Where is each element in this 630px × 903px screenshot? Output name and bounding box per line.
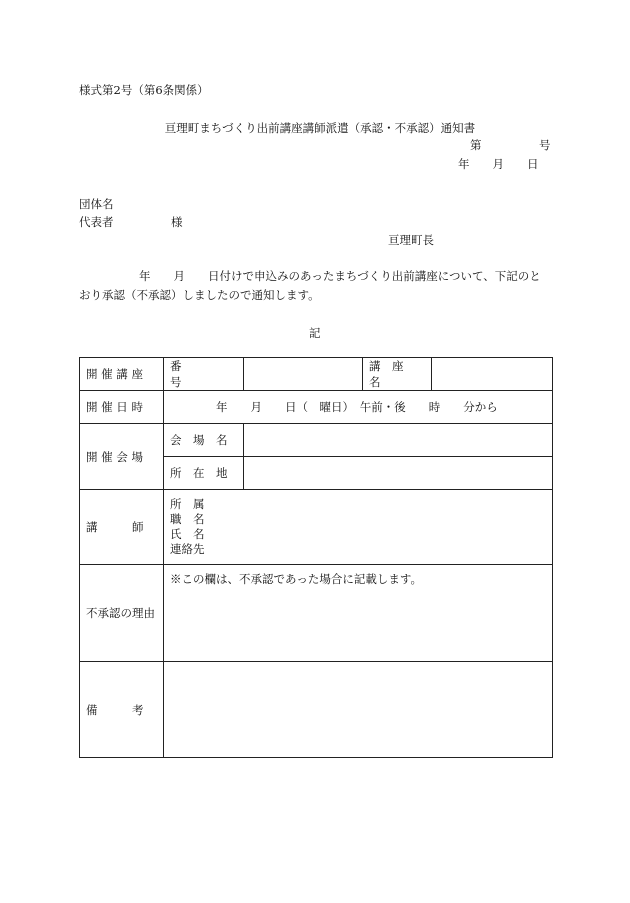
number-label: 番 号 (164, 358, 244, 391)
datetime-field[interactable]: 年 月 日（ 曜日） 午前・後 時 分から (164, 391, 553, 424)
representative-label: 代表者 様 (79, 215, 183, 229)
remarks-label: 備 考 (80, 662, 164, 758)
course-label: 開 催 講 座 (80, 358, 164, 391)
body-text-line-1: 年 月 日付けで申込みのあったまちづくり出前講座について、下記のと (139, 269, 541, 283)
venue-name-row (80, 424, 553, 457)
document-date: 年 月 日 (458, 157, 539, 171)
lecturer-contact-label: 連絡先 (170, 542, 205, 556)
course-name-field[interactable] (432, 358, 553, 391)
lecturer-title-label: 職 名 (170, 512, 205, 526)
datetime-label: 開 催 日 時 (80, 391, 164, 424)
lecturer-row (80, 490, 553, 565)
course-row (80, 358, 553, 391)
datetime-row (80, 391, 553, 424)
lecturer-name-label: 氏 名 (170, 527, 205, 541)
notice-table (79, 357, 553, 758)
sender-name: 亘理町長 (388, 233, 434, 247)
venue-address-label: 所 在 地 (164, 457, 244, 490)
venue-label: 開 催 会 場 (80, 424, 164, 490)
course-name-label: 講 座 名 (363, 358, 432, 391)
organization-label: 団体名 (79, 197, 114, 211)
document-number: 第 号 (470, 138, 551, 152)
lecturer-affiliation-label: 所 属 (170, 497, 205, 511)
reason-row (80, 565, 553, 662)
form-number: 様式第2号（第6条関係） (79, 83, 209, 97)
venue-name-label: 会 場 名 (164, 424, 244, 457)
document-title: 亘理町まちづくり出前講座講師派遣（承認・不承認）通知書 (164, 121, 476, 135)
reason-label: 不承認の理由 (80, 565, 164, 662)
lecturer-field[interactable] (164, 490, 553, 565)
reason-note: ※この欄は、不承認であった場合に記載します。 (170, 572, 422, 586)
body-text-line-2: おり承認（不承認）しましたので通知します。 (79, 288, 320, 302)
remarks-field[interactable] (164, 662, 553, 758)
ki-heading: 記 (309, 326, 321, 340)
remarks-row (80, 662, 553, 758)
venue-address-field[interactable] (244, 457, 553, 490)
number-field[interactable] (244, 358, 363, 391)
lecturer-label: 講 師 (80, 490, 164, 565)
venue-name-field[interactable] (244, 424, 553, 457)
reason-field[interactable] (164, 565, 553, 662)
